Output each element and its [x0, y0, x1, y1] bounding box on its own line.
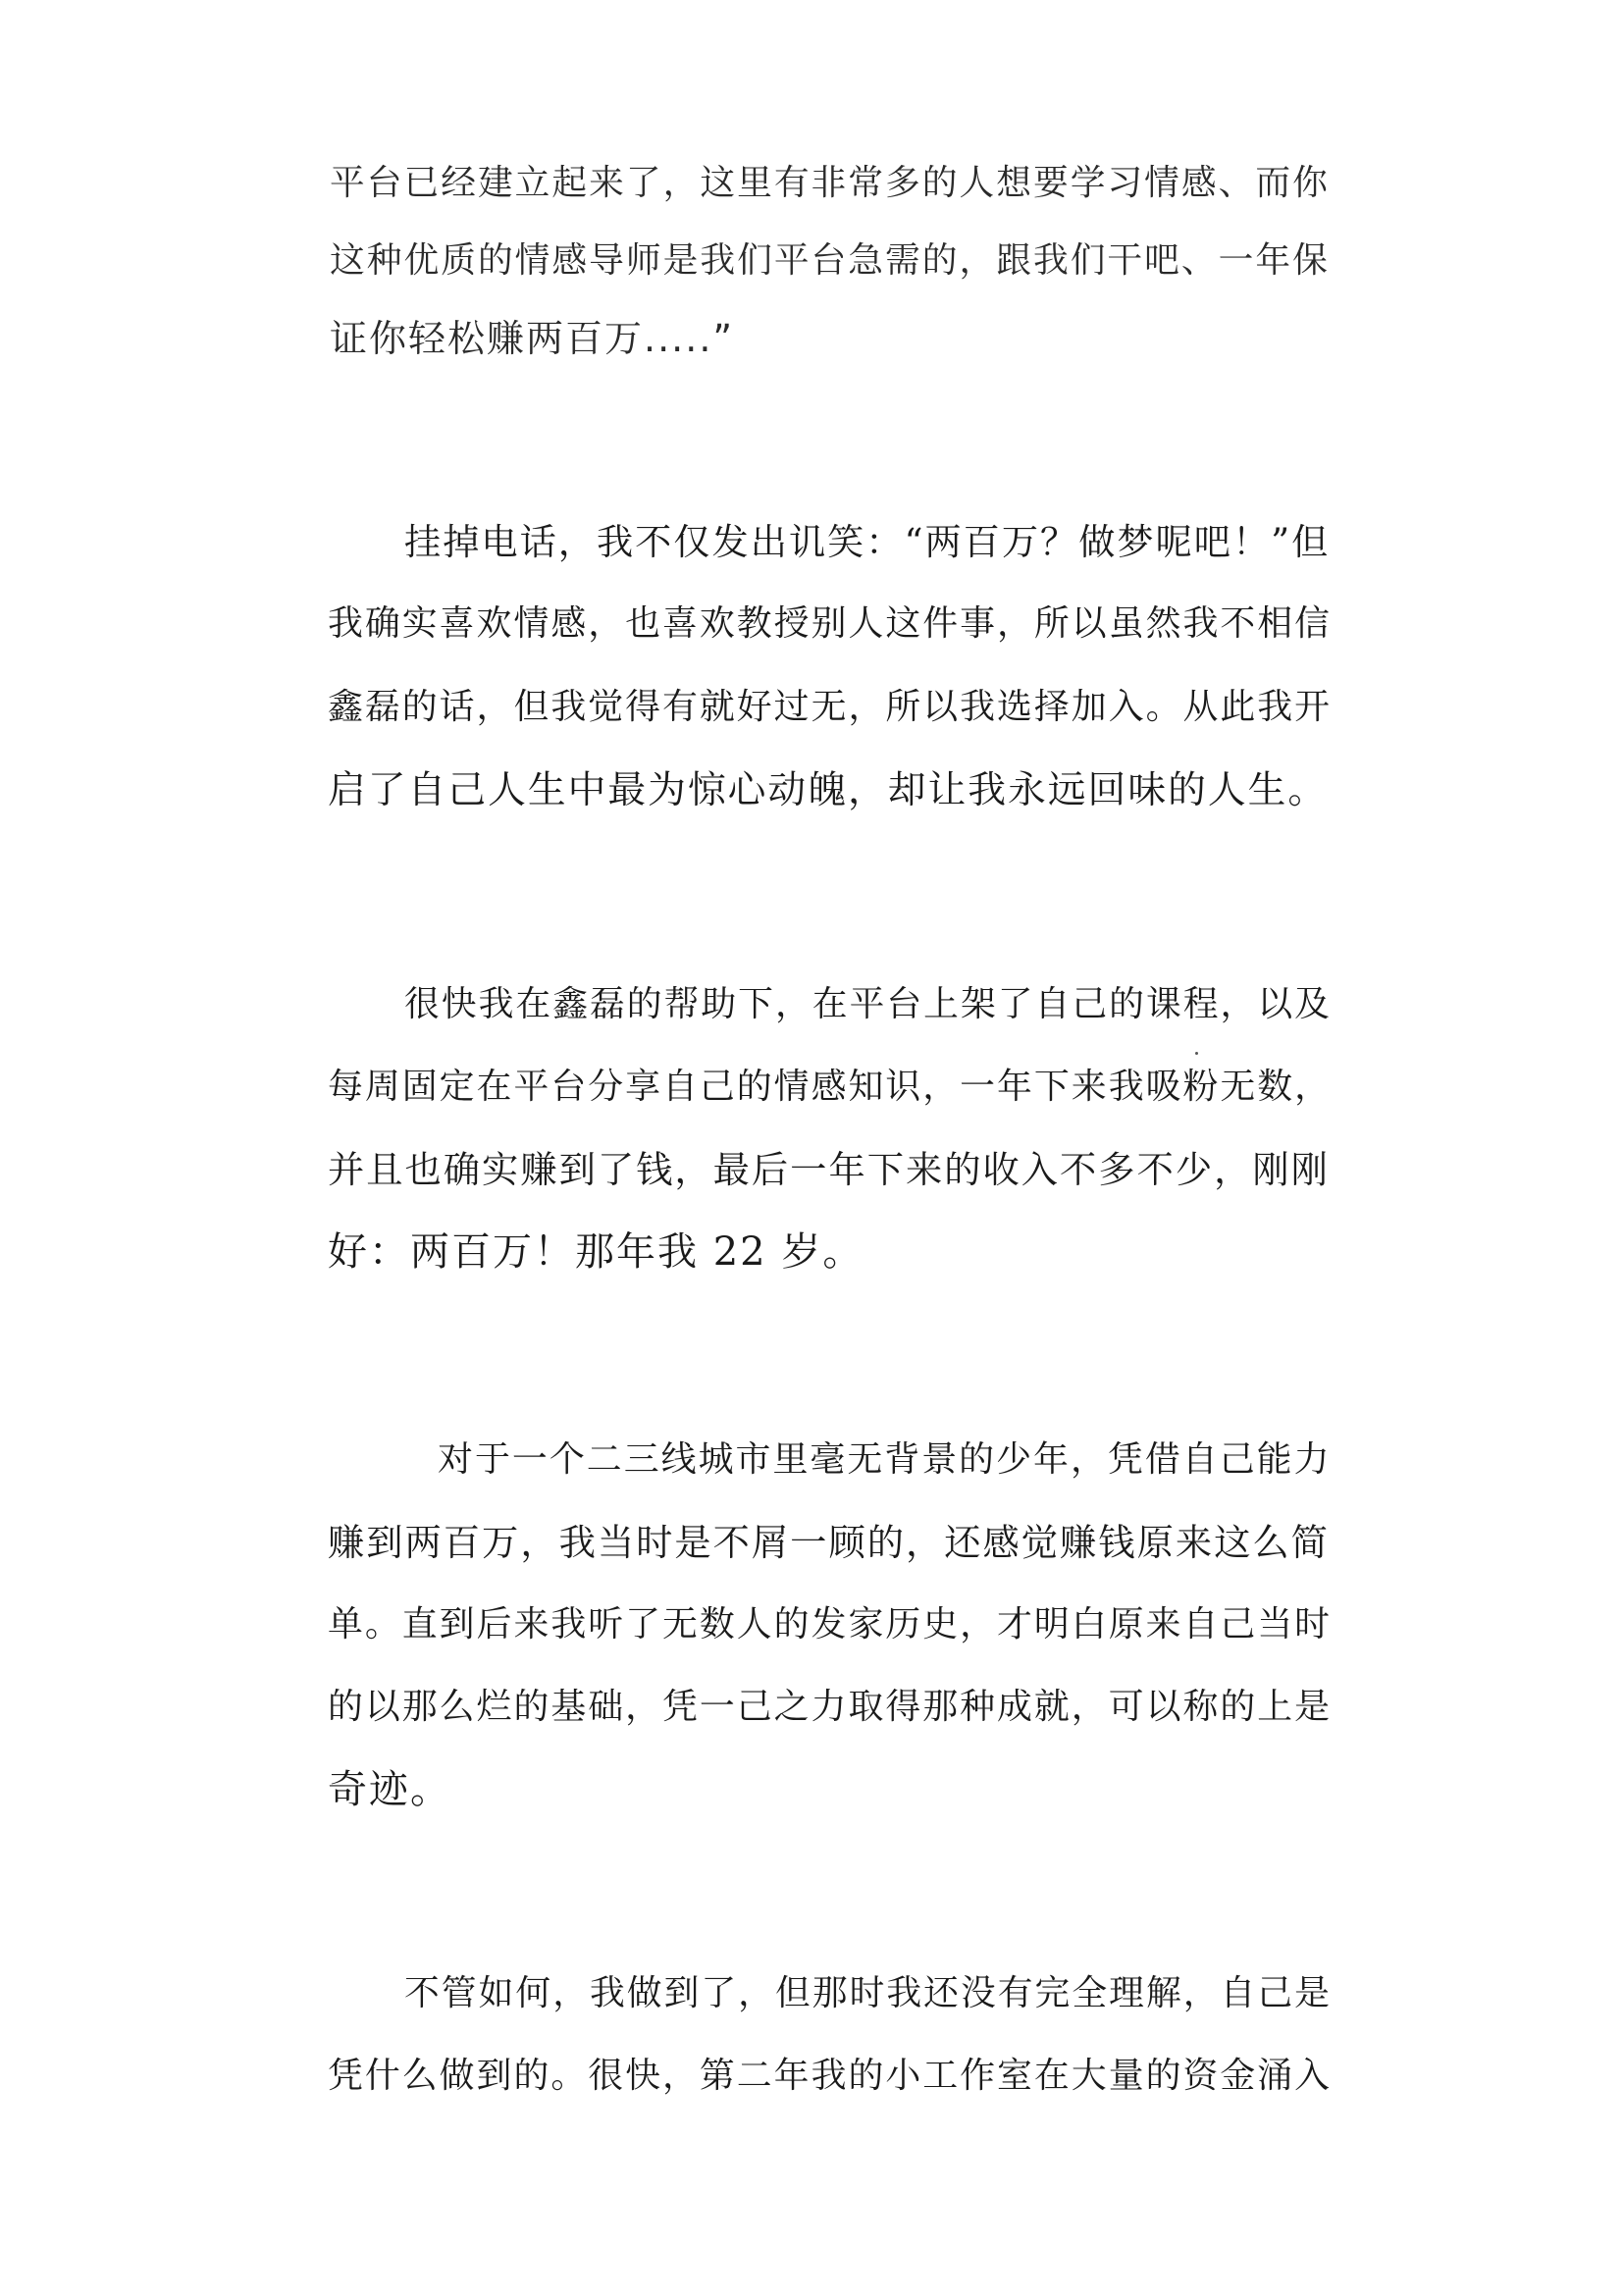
text-line: 平台已经建立起来了，这里有非常多的人想要学习情感、而你	[330, 163, 1330, 203]
text-line: 启了自己人生中最为惊心动魄，却让我永远回味的人生。	[328, 768, 1329, 812]
text-line: 很快我在鑫磊的帮助下，在平台上架了自己的课程，以及	[404, 984, 1332, 1024]
text-line: 奇迹。	[328, 1767, 451, 1812]
scan-speck	[1195, 1052, 1198, 1055]
text-line: 鑫磊的话，但我觉得有就好过无，所以我选择加入。从此我开	[328, 687, 1333, 727]
text-line: 好：两百万！那年我 22 岁。	[328, 1229, 864, 1275]
text-line: 赚到两百万，我当时是不屑一顾的，还感觉赚钱原来这么简	[328, 1521, 1330, 1564]
text-line: 我确实喜欢情感，也喜欢教授别人这件事，所以虽然我不相信	[328, 603, 1333, 644]
text-line: 单。直到后来我听了无数人的发家历史，才明白原来自己当时	[328, 1604, 1333, 1644]
text-line: 证你轻松赚两百万.....”	[330, 317, 735, 360]
text-line: 的以那么烂的基础，凭一己之力取得那种成就，可以称的上是	[328, 1687, 1333, 1727]
text-line: 挂掉电话，我不仅发出讥笑：“两百万？做梦呢吧！”但	[404, 520, 1331, 563]
text-line: 对于一个二三线城市里毫无背景的少年，凭借自己能力	[438, 1439, 1332, 1480]
text-line: 每周固定在平台分享自己的情感知识，一年下来我吸粉无数，	[328, 1067, 1333, 1107]
text-line: 不管如何，我做到了，但那时我还没有完全理解，自己是	[404, 1973, 1332, 2013]
text-line: 凭什么做到的。很快，第二年我的小工作室在大量的资金涌入	[328, 2056, 1333, 2096]
text-line: 并且也确实赚到了钱，最后一年下来的收入不多不少，刚刚	[328, 1148, 1330, 1191]
text-line: 这种优质的情感导师是我们平台急需的，跟我们干吧、一年保	[330, 240, 1330, 281]
